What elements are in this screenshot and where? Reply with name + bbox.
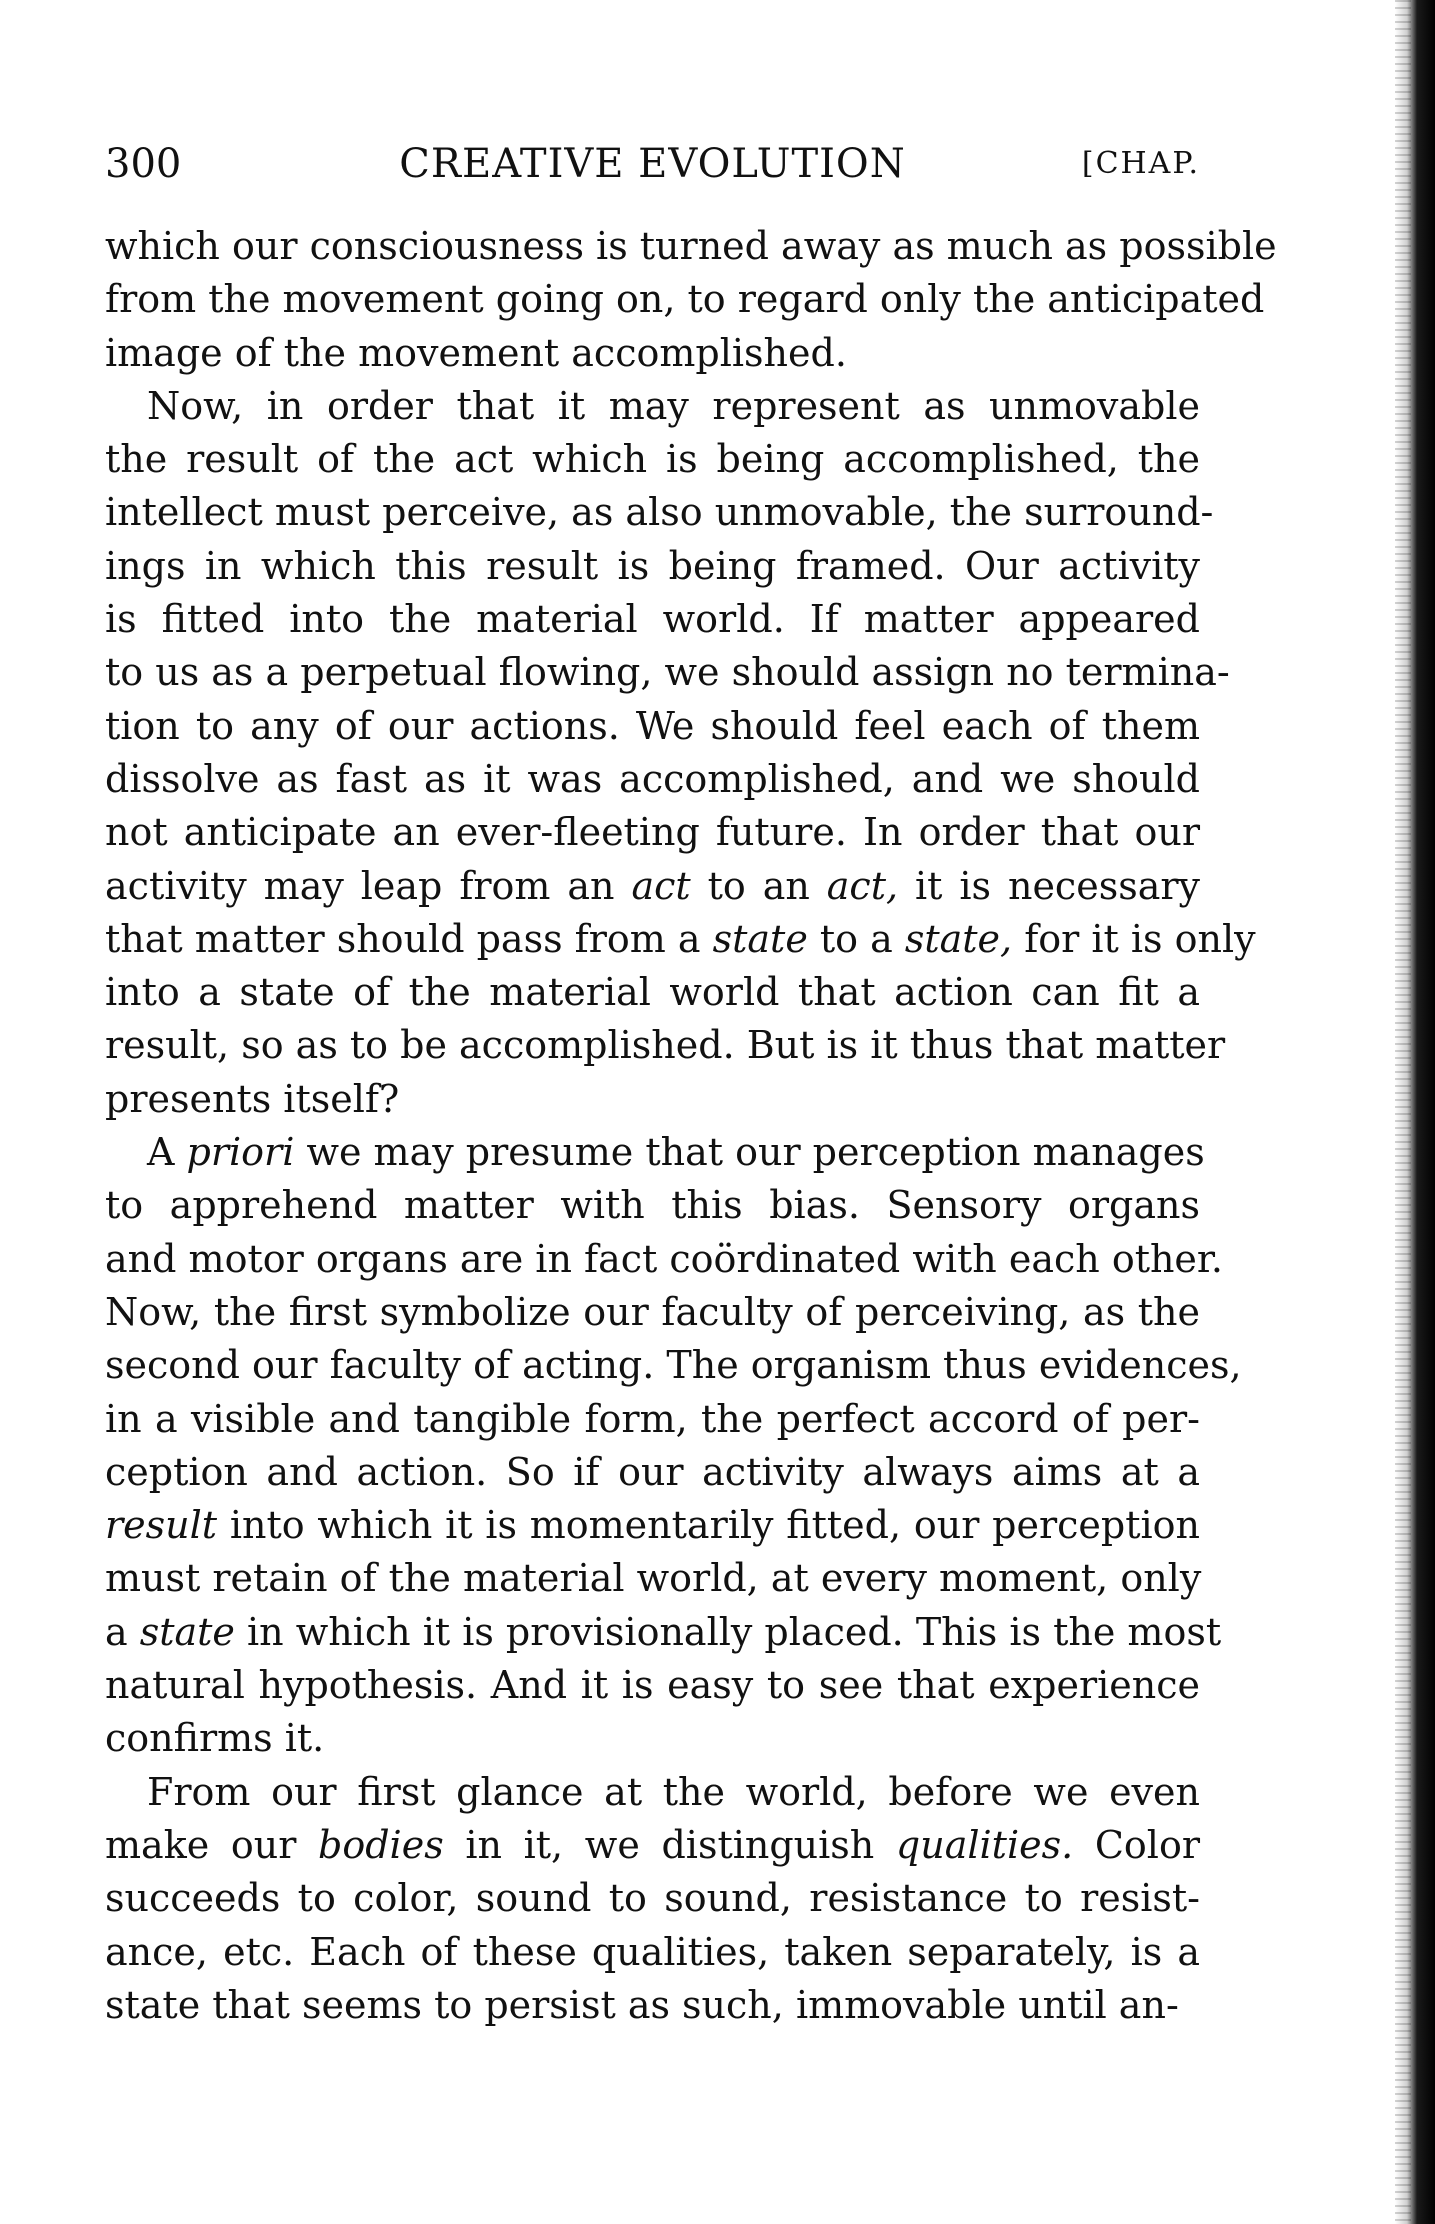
body-text: [105, 220, 1277, 2032]
text-line: result into which it is momentarily fitted, our perception: [105, 1503, 1200, 1548]
text-line: and motor organs are in fact coördinated with each other.: [105, 1236, 1223, 1281]
text-line: A priori we may presume that our perception manages: [147, 1130, 1205, 1175]
text-line: the result of the act which is being accomplished, the: [105, 437, 1200, 482]
text-line: From our first glance at the world, before we even: [147, 1769, 1200, 1814]
text-line: succeeds to color, sound to sound, resistance to resist-: [105, 1876, 1200, 1921]
text-line: from the movement going on, to regard only the anticipated: [105, 277, 1265, 322]
text-line: that matter should pass from a state to a state, for it is only: [105, 916, 1256, 961]
page-header: [105, 134, 1200, 194]
text-line: to apprehend matter with this bias. Sensory organs: [105, 1183, 1200, 1228]
text-line: image of the movement accomplished.: [105, 330, 847, 375]
text-line: state that seems to persist as such, immovable until an-: [105, 1982, 1179, 2027]
paragraph: [105, 1766, 1200, 2032]
text-line: Now, in order that it may represent as unmovable: [147, 383, 1200, 428]
text-line: result, so as to be accomplished. But is it thus that matter: [105, 1023, 1226, 1068]
text-line: confirms it.: [105, 1716, 325, 1761]
text-line: tion to any of our actions. We should feel each of them: [105, 703, 1200, 748]
text-line: to us as a perpetual flowing, we should assign no termina-: [105, 650, 1230, 695]
text-line: natural hypothesis. And it is easy to see that experience: [105, 1663, 1200, 1708]
paragraph: [105, 1126, 1242, 1766]
chapter-label: [CHAP.: [1081, 146, 1200, 181]
text-line: ance, etc. Each of these qualities, taken separately, is a: [105, 1929, 1200, 1974]
running-title: CREATIVE EVOLUTION: [399, 141, 906, 187]
text-line: intellect must perceive, as also unmovable, the surround-: [105, 490, 1214, 535]
text-line: make our bodies in it, we distinguish qualities. Color: [105, 1822, 1200, 1867]
text-line: second our faculty of acting. The organism thus evidences,: [105, 1343, 1242, 1388]
text-line: a state in which it is provisionally placed. This is the most: [105, 1609, 1222, 1654]
book-spine-texture: [1395, 0, 1411, 2224]
text-line: into a state of the material world that action can fit a: [105, 970, 1200, 1015]
paragraph: [105, 220, 1277, 380]
paragraph: [105, 380, 1256, 1126]
text-line: must retain of the material world, at every moment, only: [105, 1556, 1202, 1601]
text-line: in a visible and tangible form, the perfect accord of per-: [105, 1396, 1200, 1441]
text-line: activity may leap from an act to an act, it is necessary: [105, 863, 1200, 908]
text-line: is fitted into the material world. If matter appeared: [105, 597, 1200, 642]
text-line: dissolve as fast as it was accomplished, and we should: [105, 756, 1200, 801]
text-line: ings in which this result is being framed. Our activity: [105, 543, 1200, 588]
page-number: 300: [105, 141, 182, 187]
text-line: ception and action. So if our activity always aims at a: [105, 1449, 1200, 1494]
text-line: presents itself?: [105, 1076, 400, 1121]
text-line: which our consciousness is turned away as much as possible: [105, 224, 1277, 268]
text-line: not anticipate an ever-fleeting future. In order that our: [105, 810, 1200, 855]
text-line: Now, the first symbolize our faculty of perceiving, as the: [105, 1289, 1200, 1334]
